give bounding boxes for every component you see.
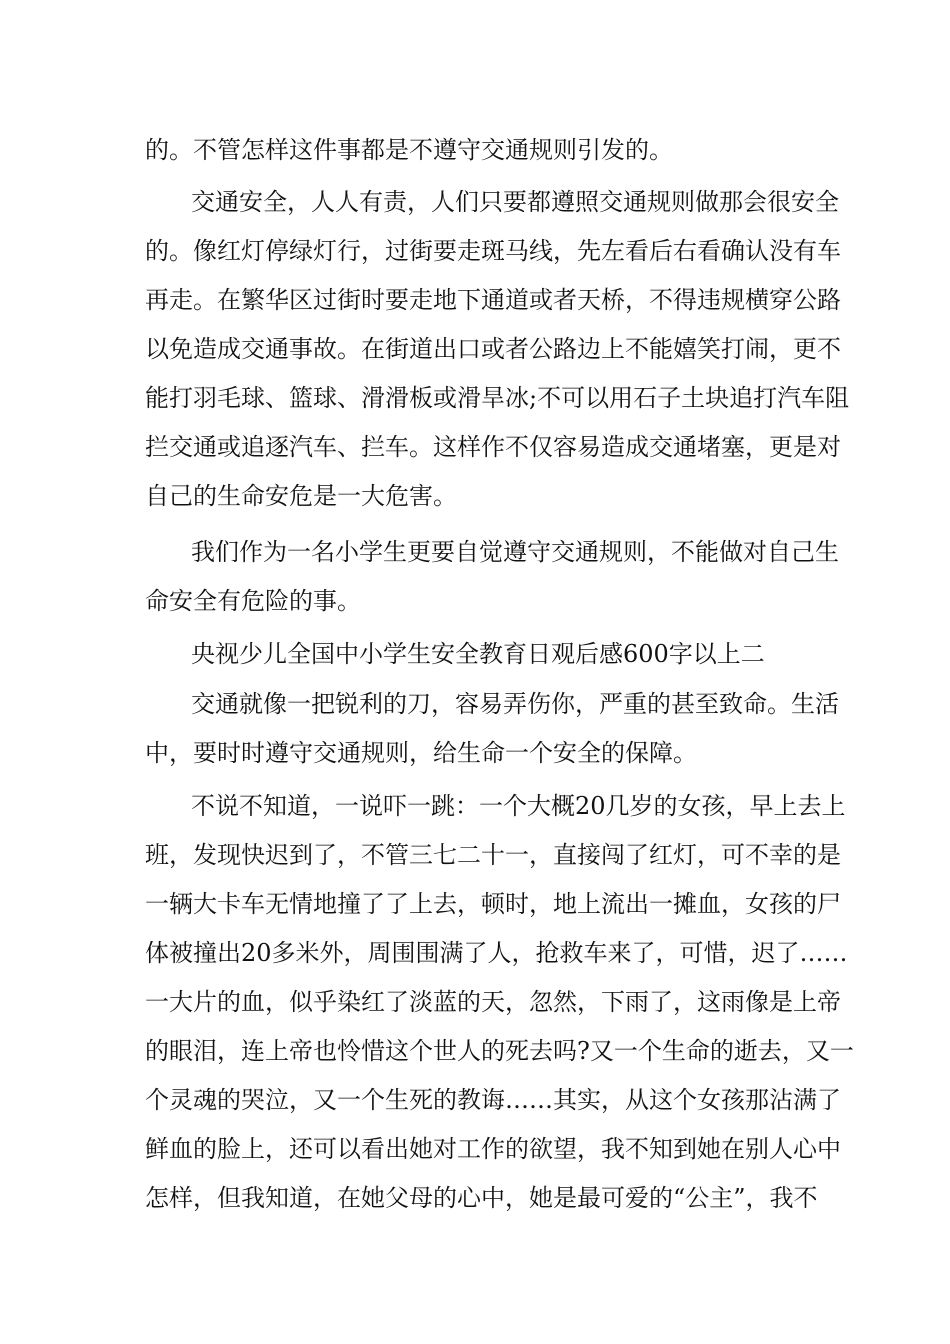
text-line: 以免造成交通事故。在街道出口或者公路边上不能嬉笑打闹，更不 <box>145 335 841 363</box>
text-line: 怎样，但我知道，在她父母的心中，她是最可爱的“公主”，我不 <box>145 1184 818 1212</box>
text-line: 自己的生命安危是一大危害。 <box>145 482 457 510</box>
text-line: 中，要时时遵守交通规则，给生命一个安全的保障。 <box>145 739 697 767</box>
paragraph-first-line: 不说不知道，一说吓一跳：一个大概20几岁的女孩，早上去上 <box>191 792 846 820</box>
text-line: 命安全有危险的事。 <box>145 587 361 615</box>
text-line: 的眼泪，连上帝也怜惜这个世人的死去吗?又一个生命的逝去，又一 <box>145 1037 854 1065</box>
text-line: 一辆大卡车无情地撞了了上去，顿时，地上流出一摊血，女孩的尸 <box>145 890 841 918</box>
text-line: 班，发现快迟到了，不管三七二十一，直接闯了红灯，可不幸的是 <box>145 841 841 869</box>
text-line: 再走。在繁华区过街时要走地下通道或者天桥，不得违规横穿公路 <box>145 286 841 314</box>
text-line: 的。不管怎样这件事都是不遵守交通规则引发的。 <box>145 136 673 164</box>
text-line: 拦交通或追逐汽车、拦车。这样作不仅容易造成交通堵塞，更是对 <box>145 433 841 461</box>
text-line: 一大片的血，似乎染红了淡蓝的天，忽然，下雨了，这雨像是上帝 <box>145 988 841 1016</box>
paragraph-first-line: 我们作为一名小学生更要自觉遵守交通规则，不能做对自己生 <box>191 538 839 566</box>
text-line: 体被撞出20多米外，周围围满了人，抢救车来了，可惜，迟了…… <box>145 939 848 967</box>
paragraph-first-line: 交通就像一把锐利的刀，容易弄伤你，严重的甚至致命。生活 <box>191 690 839 718</box>
text-line: 的。像红灯停绿灯行，过街要走斑马线，先左看后右看确认没有车 <box>145 237 841 265</box>
section-heading: 央视少儿全国中小学生安全教育日观后感600字以上二 <box>191 640 765 668</box>
text-line: 鲜血的脸上，还可以看出她对工作的欲望，我不知到她在别人心中 <box>145 1135 841 1163</box>
text-line: 能打羽毛球、篮球、滑滑板或滑旱冰;不可以用石子土块追打汽车阻 <box>145 384 850 412</box>
paragraph-first-line: 交通安全，人人有责，人们只要都遵照交通规则做那会很安全 <box>191 188 839 216</box>
text-line: 个灵魂的哭泣，又一个生死的教诲……其实，从这个女孩那沾满了 <box>145 1086 841 1114</box>
